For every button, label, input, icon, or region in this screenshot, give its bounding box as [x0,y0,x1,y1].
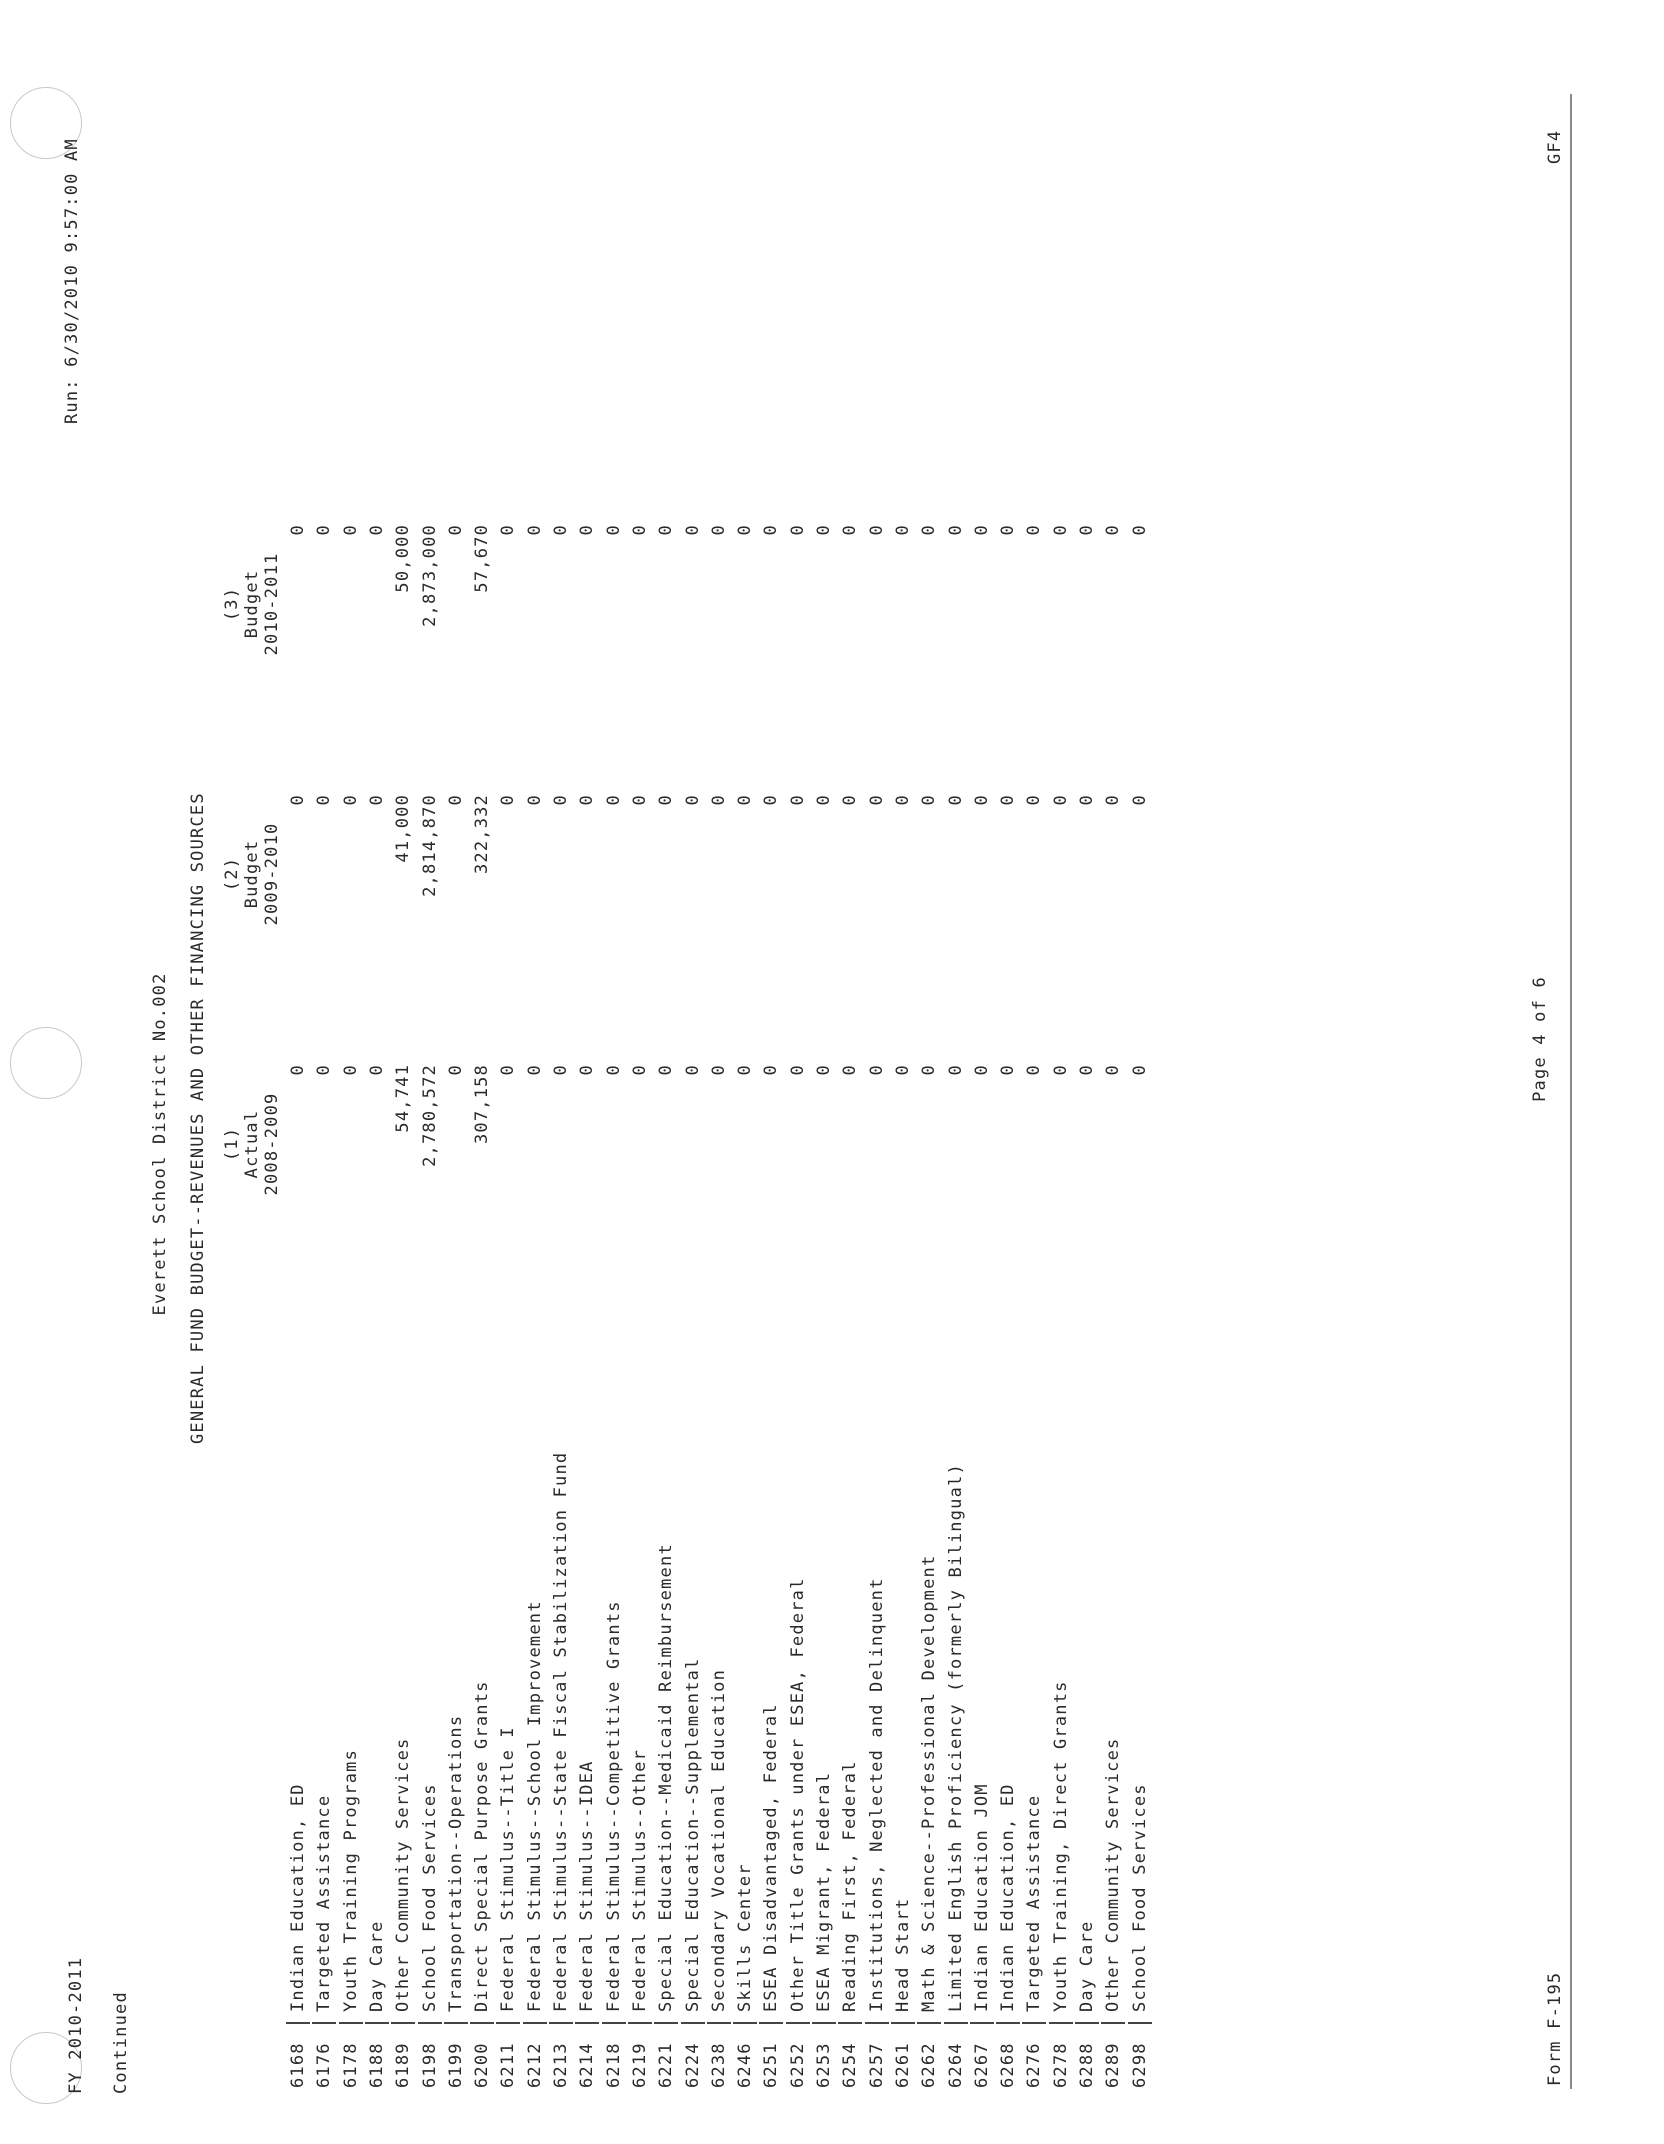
row-separator-bar [312,2022,336,2024]
value-budget-2010-2011: 0 [709,524,729,536]
account-description: Federal Stimulus--School Improvement [525,1600,545,2012]
row-separator-bar [1049,2022,1073,2024]
row-separator-bar [1128,2022,1152,2024]
value-actual-2008-2009: 0 [367,1064,387,1076]
value-budget-2010-2011: 0 [919,524,939,536]
account-description: ESEA Migrant, Federal [814,1771,834,2012]
value-budget-2009-2010: 0 [314,794,334,806]
value-actual-2008-2009: 0 [1103,1064,1123,1076]
value-budget-2009-2010: 0 [867,794,887,806]
account-code: 6218 [604,2042,624,2088]
account-description: Transportation--Operations [446,1714,466,2012]
value-budget-2010-2011: 0 [446,524,466,536]
form-number: Form F-195 [1545,1971,1565,2086]
account-code: 6253 [814,2042,834,2088]
value-budget-2009-2010: 0 [998,794,1018,806]
account-code: 6289 [1103,2042,1123,2088]
row-separator-bar [944,2022,968,2024]
column-number: (2) [222,856,242,892]
value-budget-2009-2010: 0 [814,794,834,806]
value-budget-2010-2011: 0 [735,524,755,536]
account-code: 6238 [709,2042,729,2088]
row-separator-bar [549,2022,573,2024]
value-budget-2009-2010: 0 [946,794,966,806]
value-budget-2010-2011: 0 [788,524,808,536]
value-actual-2008-2009: 2,780,572 [420,1064,440,1167]
row-separator-bar [970,2022,994,2024]
value-actual-2008-2009: 0 [735,1064,755,1076]
column-years: 2010-2011 [262,552,282,656]
value-budget-2010-2011: 0 [498,524,518,536]
column-years: 2009-2010 [262,822,282,926]
account-description: Other Community Services [1103,1737,1123,2012]
account-code: 6168 [288,2042,308,2088]
account-code: 6189 [393,2042,413,2088]
account-description: Math & Science--Professional Development [919,1554,939,2012]
account-code: 6219 [630,2042,650,2088]
value-budget-2009-2010: 0 [840,794,860,806]
value-actual-2008-2009: 0 [683,1064,703,1076]
row-separator-bar [575,2022,599,2024]
row-separator-bar [733,2022,757,2024]
row-separator-bar [707,2022,731,2024]
value-budget-2010-2011: 0 [814,524,834,536]
value-budget-2010-2011: 0 [314,524,334,536]
row-separator-bar [628,2022,652,2024]
value-budget-2010-2011: 0 [367,524,387,536]
account-description: Reading First, Federal [840,1760,860,2012]
value-budget-2009-2010: 0 [630,794,650,806]
value-actual-2008-2009: 0 [709,1064,729,1076]
account-description: Federal Stimulus--IDEA [577,1760,597,2012]
value-budget-2010-2011: 0 [1103,524,1123,536]
column-number: (1) [222,1126,242,1162]
account-description: Direct Special Purpose Grants [472,1680,492,2012]
value-actual-2008-2009: 0 [604,1064,624,1076]
row-separator-bar [339,2022,363,2024]
value-budget-2009-2010: 0 [577,794,597,806]
value-budget-2010-2011: 0 [683,524,703,536]
value-budget-2009-2010: 0 [761,794,781,806]
account-description: Federal Stimulus--Competitive Grants [604,1600,624,2012]
value-actual-2008-2009: 54,741 [393,1064,413,1133]
account-code: 6199 [446,2042,466,2088]
account-description: Head Start [893,1897,913,2012]
value-actual-2008-2009: 0 [551,1064,571,1076]
account-code: 6188 [367,2042,387,2088]
column-kind: Budget [242,839,262,909]
punch-hole-middle [10,1027,82,1099]
account-code: 6211 [498,2042,518,2088]
value-budget-2010-2011: 0 [604,524,624,536]
row-separator-bar [681,2022,705,2024]
column-years: 2008-2009 [262,1092,282,1196]
value-budget-2009-2010: 0 [919,794,939,806]
account-code: 6212 [525,2042,545,2088]
account-code: 6254 [840,2042,860,2088]
value-budget-2009-2010: 0 [735,794,755,806]
account-description: Youth Training Programs [341,1748,361,2012]
value-actual-2008-2009: 307,158 [472,1064,492,1145]
value-budget-2010-2011: 0 [893,524,913,536]
account-code: 6257 [867,2042,887,2088]
value-actual-2008-2009: 0 [761,1064,781,1076]
column-number: (3) [222,586,242,622]
value-budget-2010-2011: 0 [761,524,781,536]
value-actual-2008-2009: 0 [577,1064,597,1076]
footer-rule [1570,94,1572,2089]
account-description: Day Care [1077,1920,1097,2012]
account-description: Other Title Grants under ESEA, Federal [788,1577,808,2012]
value-budget-2009-2010: 0 [498,794,518,806]
value-budget-2009-2010: 0 [367,794,387,806]
value-budget-2010-2011: 0 [840,524,860,536]
value-budget-2009-2010: 41,000 [393,794,413,863]
value-budget-2009-2010: 0 [551,794,571,806]
account-description: Special Education--Medicaid Reimbursement [656,1543,676,2012]
value-budget-2009-2010: 0 [604,794,624,806]
row-separator-bar [602,2022,626,2024]
account-code: 6178 [341,2042,361,2088]
row-separator-bar [865,2022,889,2024]
account-code: 6264 [946,2042,966,2088]
account-description: Targeted Assistance [1024,1794,1044,2012]
account-code: 6298 [1130,2042,1150,2088]
district-name: Everett School District No.002 [150,972,170,1316]
value-budget-2010-2011: 0 [1130,524,1150,536]
account-code: 6221 [656,2042,676,2088]
value-budget-2010-2011: 50,000 [393,524,413,593]
value-budget-2009-2010: 0 [446,794,466,806]
account-description: Limited English Proficiency (formerly Bilingual) [946,1463,966,2012]
account-description: Youth Training, Direct Grants [1051,1680,1071,2012]
account-code: 6176 [314,2042,334,2088]
value-budget-2009-2010: 322,332 [472,794,492,875]
account-code: 6214 [577,2042,597,2088]
row-separator-bar [654,2022,678,2024]
value-budget-2009-2010: 0 [1077,794,1097,806]
value-budget-2009-2010: 0 [1130,794,1150,806]
value-actual-2008-2009: 0 [867,1064,887,1076]
value-budget-2009-2010: 0 [656,794,676,806]
account-code: 6288 [1077,2042,1097,2088]
account-description: Skills Center [735,1863,755,2012]
row-separator-bar [496,2022,520,2024]
account-code: 6224 [683,2042,703,2088]
account-code: 6252 [788,2042,808,2088]
account-description: Federal Stimulus--State Fiscal Stabilization Fund [551,1451,571,2012]
value-budget-2010-2011: 0 [577,524,597,536]
value-budget-2009-2010: 0 [525,794,545,806]
value-budget-2010-2011: 0 [656,524,676,536]
account-description: Indian Education JOM [972,1783,992,2012]
account-code: 6268 [998,2042,1018,2088]
account-description: Secondary Vocational Education [709,1668,729,2012]
value-budget-2010-2011: 2,873,000 [420,524,440,627]
column-kind: Actual [242,1109,262,1179]
account-description: Other Community Services [393,1737,413,2012]
value-budget-2010-2011: 0 [341,524,361,536]
value-budget-2010-2011: 0 [867,524,887,536]
value-budget-2009-2010: 0 [683,794,703,806]
value-budget-2010-2011: 0 [1051,524,1071,536]
account-code: 6246 [735,2042,755,2088]
account-code: 6276 [1024,2042,1044,2088]
run-timestamp: Run: 6/30/2010 9:57:00 AM [62,138,82,424]
value-budget-2009-2010: 0 [709,794,729,806]
account-description: School Food Services [420,1783,440,2012]
value-actual-2008-2009: 0 [525,1064,545,1076]
value-budget-2009-2010: 0 [1051,794,1071,806]
value-actual-2008-2009: 0 [814,1064,834,1076]
value-actual-2008-2009: 0 [788,1064,808,1076]
account-code: 6267 [972,2042,992,2088]
row-separator-bar [444,2022,468,2024]
row-separator-bar [1022,2022,1046,2024]
column-kind: Budget [242,569,262,639]
row-separator-bar [523,2022,547,2024]
row-separator-bar [838,2022,862,2024]
row-separator-bar [418,2022,442,2024]
value-budget-2009-2010: 0 [893,794,913,806]
value-budget-2010-2011: 0 [1024,524,1044,536]
value-actual-2008-2009: 0 [946,1064,966,1076]
account-description: Day Care [367,1920,387,2012]
row-separator-bar [786,2022,810,2024]
value-budget-2009-2010: 0 [972,794,992,806]
value-actual-2008-2009: 0 [1051,1064,1071,1076]
value-budget-2010-2011: 0 [972,524,992,536]
value-actual-2008-2009: 0 [998,1064,1018,1076]
value-actual-2008-2009: 0 [840,1064,860,1076]
row-separator-bar [759,2022,783,2024]
fiscal-year: FY 2010-2011 [66,1956,86,2094]
value-budget-2010-2011: 57,670 [472,524,492,593]
account-description: School Food Services [1130,1783,1150,2012]
account-code: 6278 [1051,2042,1071,2088]
value-budget-2010-2011: 0 [998,524,1018,536]
value-budget-2010-2011: 0 [525,524,545,536]
value-actual-2008-2009: 0 [498,1064,518,1076]
value-budget-2010-2011: 0 [551,524,571,536]
account-description: Indian Education, ED [998,1783,1018,2012]
row-separator-bar [470,2022,494,2024]
account-description: Institutions, Neglected and Delinquent [867,1577,887,2012]
value-actual-2008-2009: 0 [1130,1064,1150,1076]
value-actual-2008-2009: 0 [1077,1064,1097,1076]
value-actual-2008-2009: 0 [630,1064,650,1076]
value-budget-2010-2011: 0 [630,524,650,536]
value-budget-2009-2010: 0 [1103,794,1123,806]
value-budget-2009-2010: 0 [1024,794,1044,806]
account-description: Federal Stimulus--Title I [498,1726,518,2012]
row-separator-bar [917,2022,941,2024]
account-code: 6200 [472,2042,492,2088]
row-separator-bar [891,2022,915,2024]
value-budget-2010-2011: 0 [1077,524,1097,536]
account-description: Indian Education, ED [288,1783,308,2012]
footer-code: GF4 [1545,129,1565,164]
value-actual-2008-2009: 0 [314,1064,334,1076]
value-actual-2008-2009: 0 [893,1064,913,1076]
value-budget-2009-2010: 0 [788,794,808,806]
account-code: 6213 [551,2042,571,2088]
account-code: 6198 [420,2042,440,2088]
continued-label: Continued [111,1991,131,2094]
report-title: GENERAL FUND BUDGET--REVENUES AND OTHER FINANCING SOURCES [188,792,208,1444]
value-budget-2010-2011: 0 [288,524,308,536]
value-actual-2008-2009: 0 [972,1064,992,1076]
value-budget-2009-2010: 0 [288,794,308,806]
value-budget-2009-2010: 0 [341,794,361,806]
account-description: ESEA Disadvantaged, Federal [761,1703,781,2012]
account-description: Federal Stimulus--Other [630,1748,650,2012]
value-budget-2010-2011: 0 [946,524,966,536]
value-actual-2008-2009: 0 [656,1064,676,1076]
row-separator-bar [996,2022,1020,2024]
row-separator-bar [812,2022,836,2024]
account-description: Targeted Assistance [314,1794,334,2012]
value-actual-2008-2009: 0 [341,1064,361,1076]
row-separator-bar [365,2022,389,2024]
row-separator-bar [1075,2022,1099,2024]
account-code: 6251 [761,2042,781,2088]
row-separator-bar [286,2022,310,2024]
row-separator-bar [1101,2022,1125,2024]
account-description: Special Education--Supplemental [683,1657,703,2012]
value-actual-2008-2009: 0 [919,1064,939,1076]
value-actual-2008-2009: 0 [288,1064,308,1076]
value-actual-2008-2009: 0 [446,1064,466,1076]
row-separator-bar [391,2022,415,2024]
account-code: 6262 [919,2042,939,2088]
account-code: 6261 [893,2042,913,2088]
value-actual-2008-2009: 0 [1024,1064,1044,1076]
value-budget-2009-2010: 2,814,870 [420,794,440,897]
page-number: Page 4 of 6 [1530,976,1550,1102]
